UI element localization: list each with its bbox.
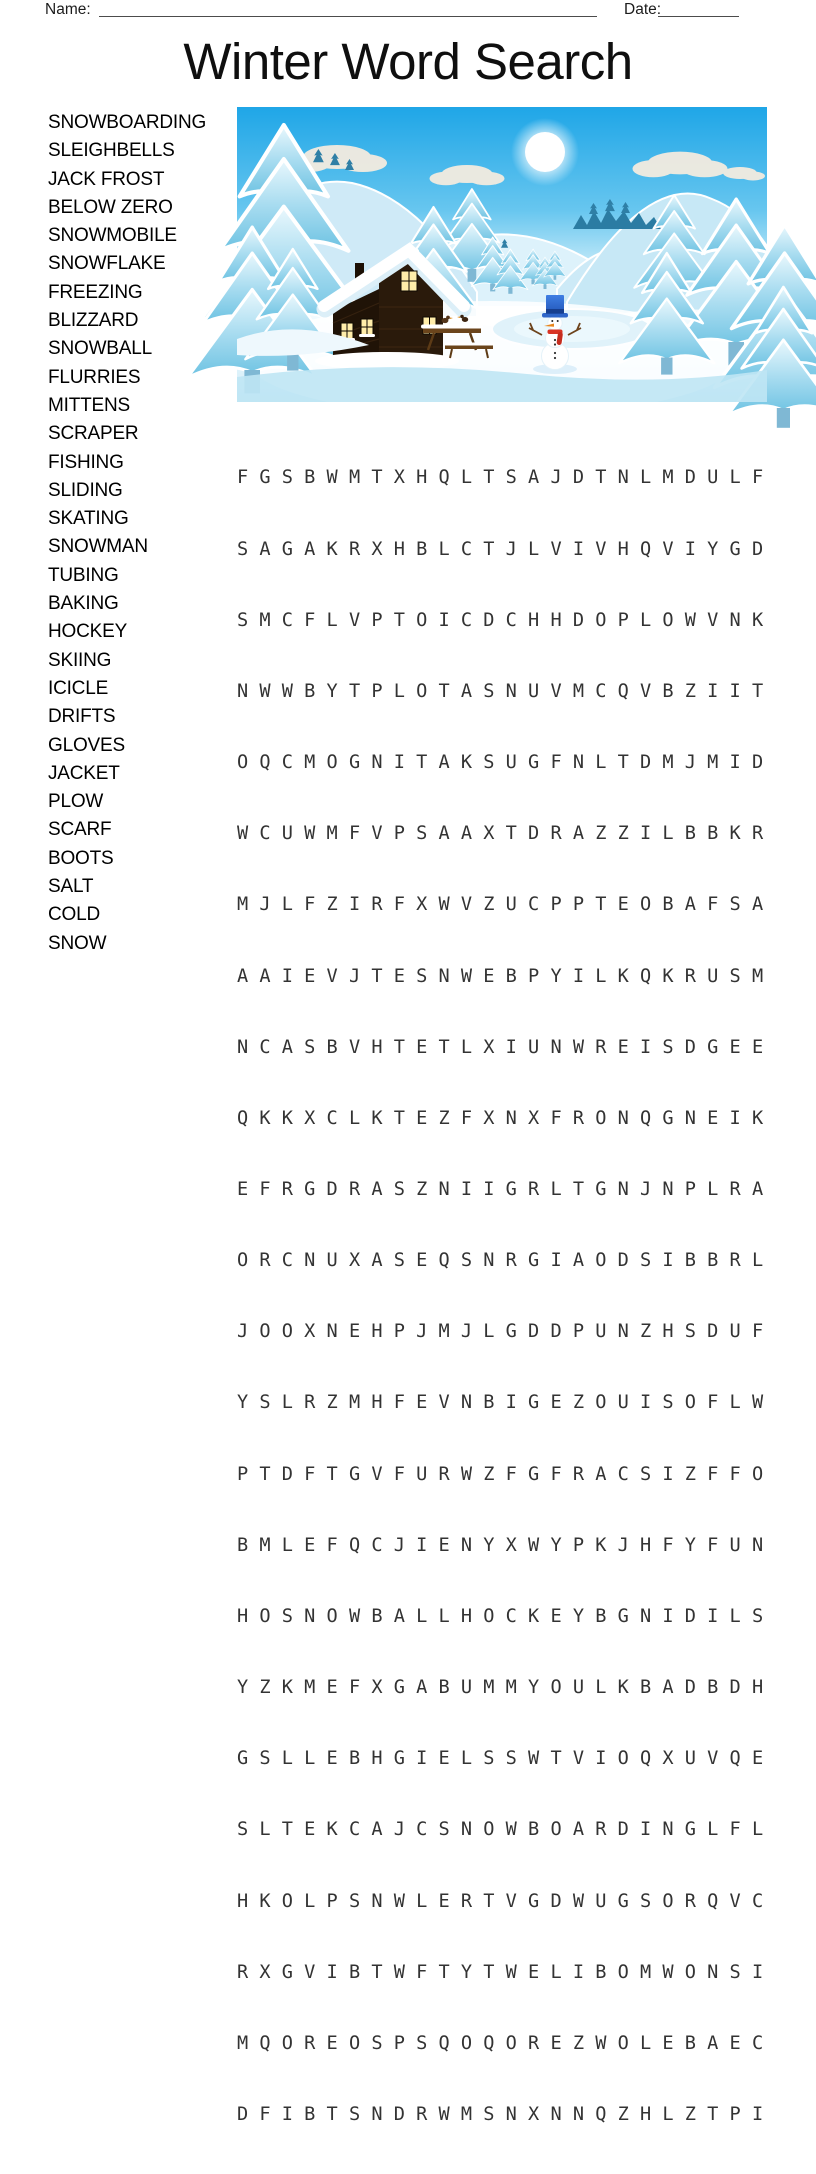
grid-row: M Q O R E O S P S Q O Q O R E Z W O L E B A E C (237, 2032, 764, 2054)
word-list-item: GLOVES (48, 734, 125, 756)
grid-row: Q K K X C L K T E Z F X N X F R O N Q G N E I K (237, 1107, 764, 1129)
word-list-item: BOOTS (48, 847, 114, 869)
grid-row: P T D F T G V F U R W Z F G F R A C S I Z F F O (237, 1463, 764, 1485)
word-list-item: SCARF (48, 819, 112, 841)
name-line (99, 2, 597, 17)
word-list-item: COLD (48, 904, 100, 926)
letter-grid (237, 419, 763, 2174)
grid-row: H K O L P S N W L E R T V G D W U G S O R Q V C (237, 1890, 764, 1912)
word-list-item: JACK FROST (48, 168, 165, 190)
winter-scene (237, 107, 767, 402)
word-list-item: SLEIGHBELLS (48, 140, 175, 162)
grid-row: S L T E K C A J C S N O W B O A R D I N G L F L (237, 1819, 764, 1841)
grid-row: N C A S B V H T E T L X I U N W R E I S D G E E (237, 1036, 764, 1058)
word-list-item: SLIDING (48, 479, 123, 501)
sun (511, 118, 579, 186)
grid-row: F G S B W M T X H Q L T S A J D T N L M D U L F (237, 467, 764, 489)
date-line (658, 2, 739, 17)
grid-row: E F R G D R A S Z N I I G R L T G N J N P L R A (237, 1179, 764, 1200)
word-list-item: SKIING (48, 649, 112, 671)
word-list-item: SNOW (48, 932, 107, 954)
word-list-item: SNOWFLAKE (48, 253, 166, 275)
grid-row: S A G A K R X H B L C T J L V I V H Q V I Y G D (237, 538, 764, 560)
word-list-item: JACKET (48, 762, 120, 784)
grid-row: Y S L R Z M H F E V N B I G E Z O U I S O F L W (237, 1392, 764, 1414)
word-list-item: SNOWMOBILE (48, 225, 177, 247)
grid-row: N W W B Y T P L O T A S N U V M C Q V B Z I I T (237, 680, 764, 702)
word-list-item: SNOWMAN (48, 536, 148, 558)
word-list-item: SNOWBALL (48, 338, 152, 360)
grid-row: H O S N O W B A L L H O C K E Y B G N I D I L S (237, 1605, 764, 1627)
word-list-item: SCRAPER (48, 423, 139, 445)
winter-scene-illustration (237, 107, 767, 402)
word-list-item: SALT (48, 876, 94, 898)
grid-row: B M L E F Q C J I E N Y X W Y P K J H F Y F U N (237, 1534, 764, 1556)
name-label: Name: (45, 1, 91, 18)
word-list-item: BELOW ZERO (48, 196, 173, 218)
word-list-item: FREEZING (48, 281, 143, 303)
word-list-item: SNOWBOARDING (48, 112, 207, 133)
word-list-item: FISHING (48, 451, 124, 473)
word-list-item: TUBING (48, 564, 119, 586)
grid-row: G S L L E B H G I E L S S W T V I O Q X U V Q E (237, 1748, 764, 1770)
word-list-item: PLOW (48, 791, 104, 813)
word-list-item: BLIZZARD (48, 310, 139, 332)
grid-row: R X G V I B T W F T Y T W E L I B O M W O N S I (237, 1961, 764, 1983)
grid-row: O Q C M O G N I T A K S U G F N L T D M J M I D (237, 752, 764, 774)
grid-row: Y Z K M E F X G A B U M M Y O U L K B A D B D H (237, 1677, 764, 1699)
word-list-item: HOCKEY (48, 621, 128, 643)
grid-row: O R C N U X A S E Q S N R G I A O D S I B B R L (237, 1250, 764, 1272)
page-title: Winter Word Search (183, 33, 633, 90)
word-list-item: SKATING (48, 508, 129, 530)
date-label: Date: (624, 1, 662, 18)
grid-row: W C U W M F V P S A A X T D R A Z Z I L B B K R (237, 823, 764, 845)
grid-row: S M C F L V P T O I C D C H H D O P L O W V N K (237, 609, 764, 631)
word-list-item: FLURRIES (48, 366, 141, 388)
word-list-item: MITTENS (48, 394, 130, 416)
word-list (48, 109, 206, 958)
word-list-item: BAKING (48, 593, 119, 615)
word-list-item: ICICLE (48, 677, 109, 699)
grid-row: J O O X N E H P J M J L G D D P U N Z H S D U F (237, 1321, 764, 1343)
grid-row: D F I B T S N D R W M S N X N N Q Z H L Z T P I (237, 2104, 764, 2126)
grid-row: M J L F Z I R F X W V Z U C P P T E O B A F S A (237, 894, 764, 916)
pond (492, 309, 652, 349)
grid-row: A A I E V J T E S N W E B P Y I L K Q K R U S M (237, 965, 764, 987)
word-list-item: DRIFTS (48, 706, 116, 728)
